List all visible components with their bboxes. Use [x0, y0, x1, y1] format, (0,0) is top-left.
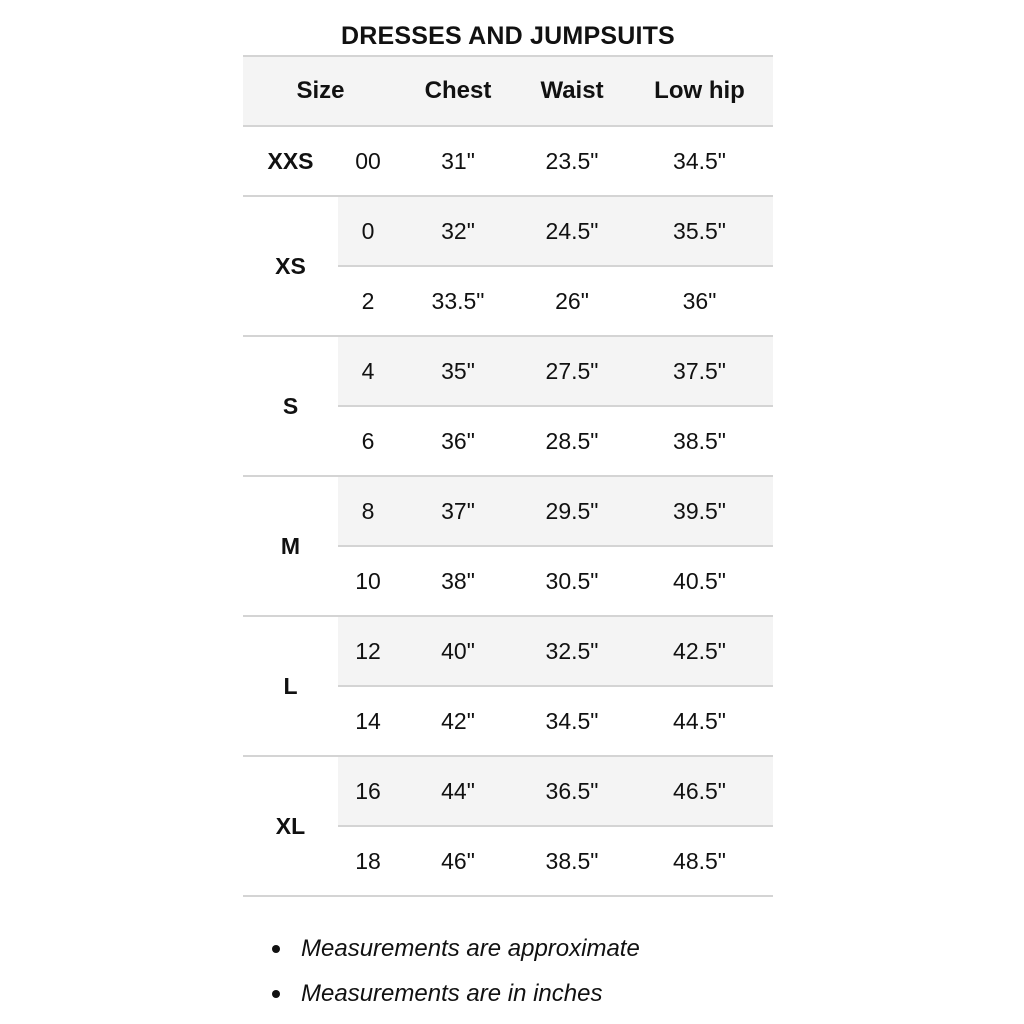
chest-value: 40" — [398, 616, 518, 686]
table-header-row — [243, 56, 773, 126]
size-number: 2 — [338, 266, 398, 336]
chest-value: 31" — [398, 126, 518, 196]
waist-value: 27.5" — [518, 336, 626, 406]
size-number: 12 — [338, 616, 398, 686]
waist-value: 23.5" — [518, 126, 626, 196]
note-text: Measurements are in inches — [301, 980, 603, 1007]
size-number: 00 — [338, 126, 398, 196]
page-title: DRESSES AND JUMPSUITS — [341, 22, 675, 50]
waist-value: 30.5" — [518, 546, 626, 616]
waist-value: 36.5" — [518, 756, 626, 826]
low-hip-value: 42.5" — [626, 616, 773, 686]
size-number: 16 — [338, 756, 398, 826]
waist-value: 32.5" — [518, 616, 626, 686]
low-hip-value: 40.5" — [626, 546, 773, 616]
waist-value: 28.5" — [518, 406, 626, 476]
size-number: 6 — [338, 406, 398, 476]
size-label: XS — [243, 196, 338, 336]
low-hip-value: 36" — [626, 266, 773, 336]
note-item — [272, 973, 640, 1018]
note-item — [272, 928, 640, 973]
header-low-hip: Low hip — [626, 56, 773, 126]
low-hip-value: 34.5" — [626, 126, 773, 196]
header-size: Size — [243, 56, 398, 126]
chest-value: 36" — [398, 406, 518, 476]
size-label: XXS — [243, 126, 338, 196]
bullet-icon — [272, 990, 280, 998]
low-hip-value: 46.5" — [626, 756, 773, 826]
size-label: M — [243, 476, 338, 616]
low-hip-value: 44.5" — [626, 686, 773, 756]
chest-value: 32" — [398, 196, 518, 266]
size-number: 8 — [338, 476, 398, 546]
size-table-body — [243, 126, 773, 896]
size-label: S — [243, 336, 338, 476]
low-hip-value: 38.5" — [626, 406, 773, 476]
size-chart-table — [243, 55, 773, 897]
note-text: Measurements are approximate — [301, 935, 640, 962]
low-hip-value: 48.5" — [626, 826, 773, 896]
waist-value: 34.5" — [518, 686, 626, 756]
header-chest: Chest — [398, 56, 518, 126]
header-waist: Waist — [518, 56, 626, 126]
size-label: L — [243, 616, 338, 756]
size-number: 10 — [338, 546, 398, 616]
waist-value: 24.5" — [518, 196, 626, 266]
waist-value: 26" — [518, 266, 626, 336]
size-number: 18 — [338, 826, 398, 896]
low-hip-value: 35.5" — [626, 196, 773, 266]
chest-value: 46" — [398, 826, 518, 896]
size-number: 0 — [338, 196, 398, 266]
low-hip-value: 37.5" — [626, 336, 773, 406]
table-row — [243, 336, 773, 406]
size-number: 14 — [338, 686, 398, 756]
waist-value: 29.5" — [518, 476, 626, 546]
chest-value: 38" — [398, 546, 518, 616]
low-hip-value: 39.5" — [626, 476, 773, 546]
table-row — [243, 616, 773, 686]
chest-value: 35" — [398, 336, 518, 406]
table-row — [243, 196, 773, 266]
chest-value: 33.5" — [398, 266, 518, 336]
chest-value: 42" — [398, 686, 518, 756]
table-row — [243, 756, 773, 826]
bullet-icon — [272, 945, 280, 953]
table-row — [243, 476, 773, 546]
table-row — [243, 126, 773, 196]
size-number: 4 — [338, 336, 398, 406]
chest-value: 44" — [398, 756, 518, 826]
waist-value: 38.5" — [518, 826, 626, 896]
notes-list — [272, 928, 640, 1018]
size-label: XL — [243, 756, 338, 896]
chest-value: 37" — [398, 476, 518, 546]
